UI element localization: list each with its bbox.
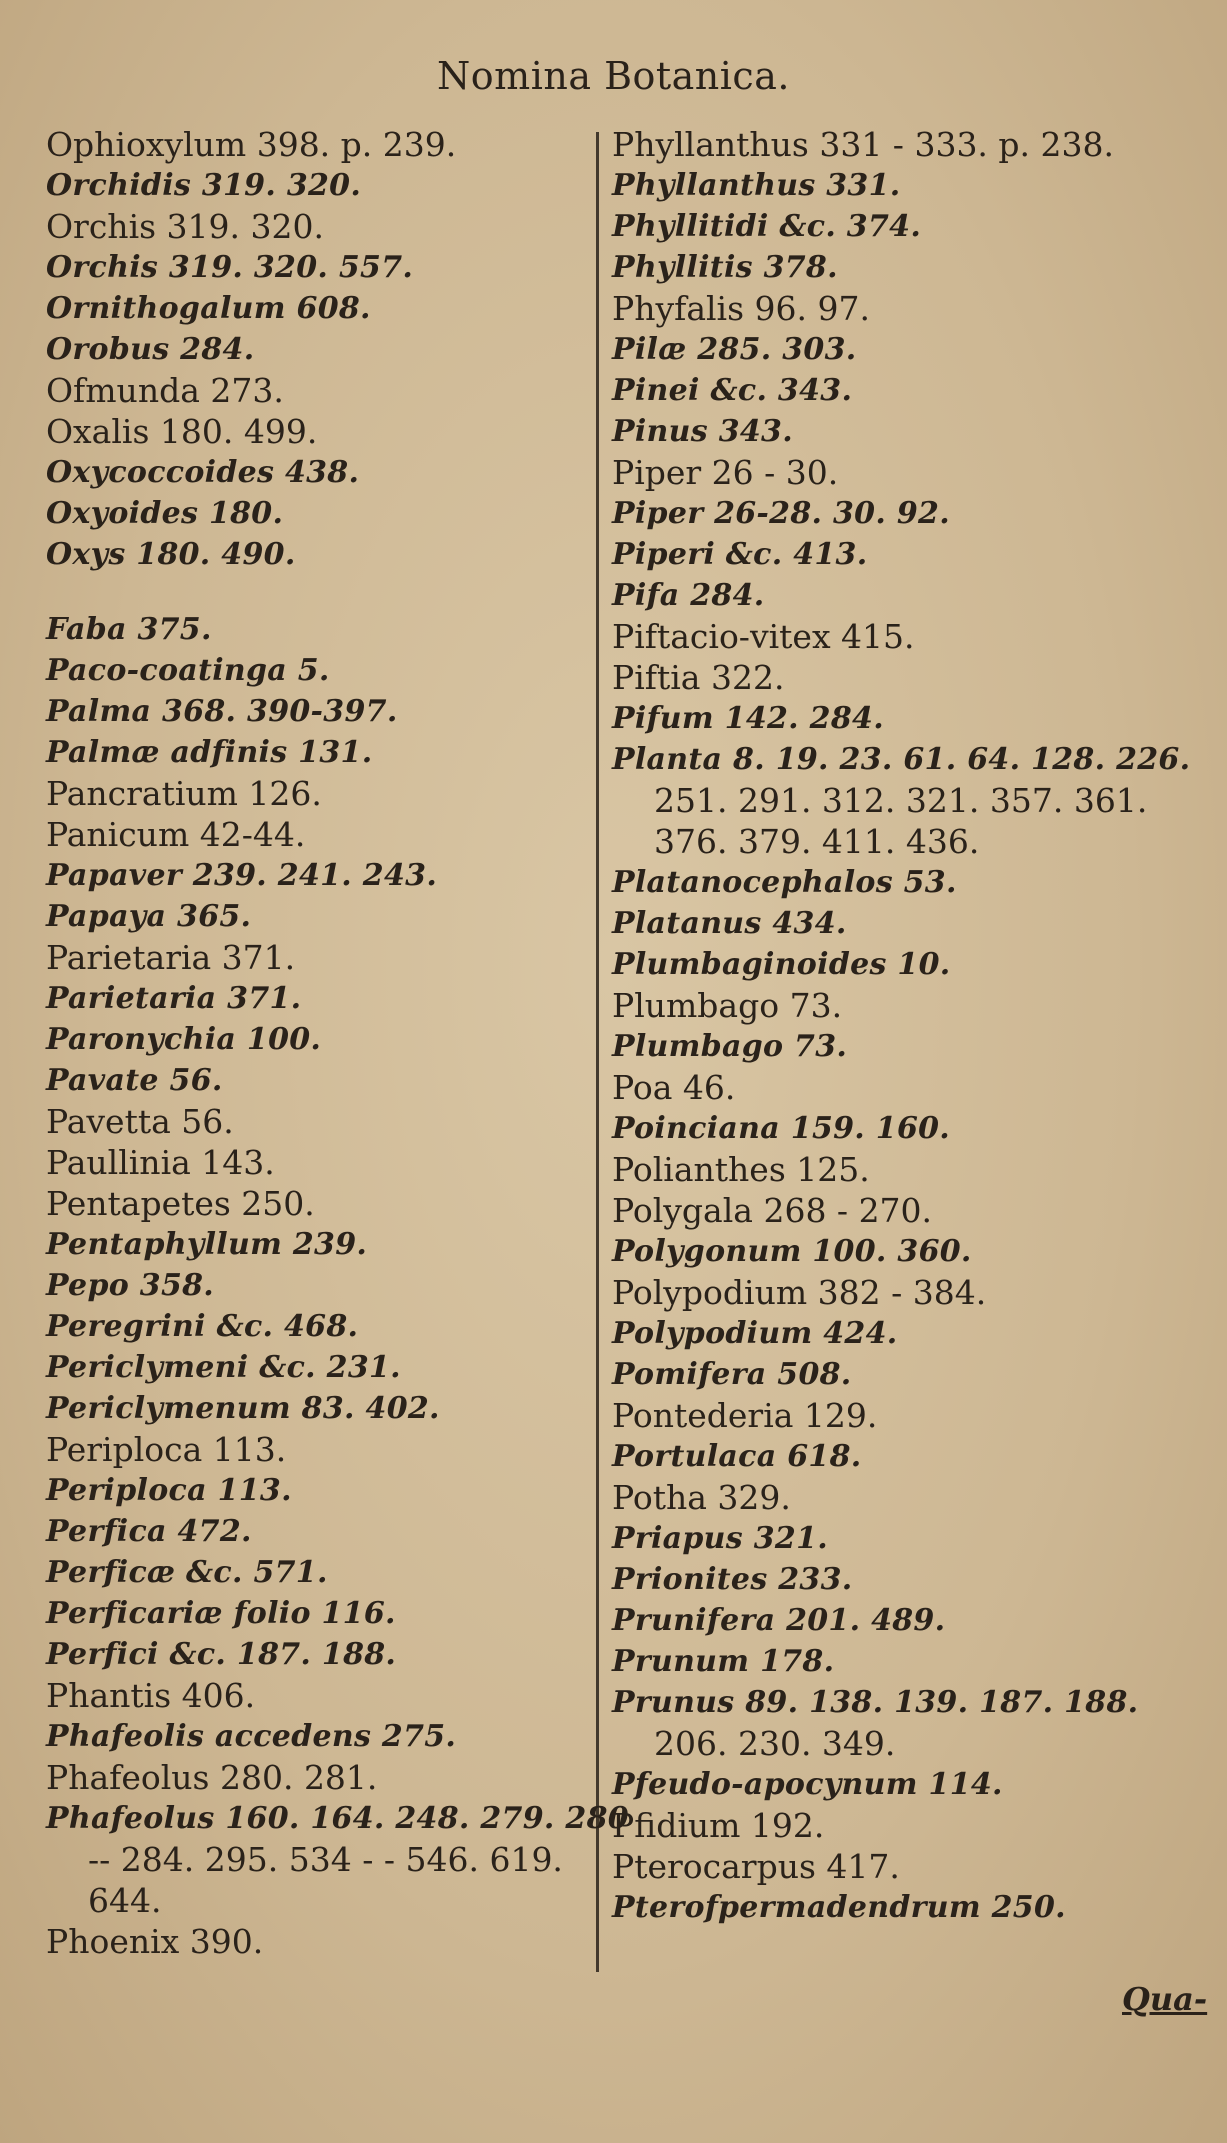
left-column	[46, 124, 629, 1962]
index-entry: Orobus 284.	[46, 332, 255, 367]
index-entry: Pinus 343.	[612, 414, 793, 449]
index-entry: Polianthes 125.	[612, 1150, 870, 1189]
index-entry: Piftia 322.	[612, 658, 785, 697]
index-entry: Ornithogalum 608.	[46, 291, 371, 326]
index-entry: Perfica 472.	[46, 1514, 252, 1549]
index-entry: Pentaphyllum 239.	[46, 1227, 368, 1262]
index-entry: Palmæ adfinis 131.	[46, 735, 373, 770]
index-entry: Phyllitis 378.	[612, 250, 838, 285]
index-entry: Oxyoides 180.	[46, 496, 284, 531]
index-entry: Platanocephalos 53.	[612, 865, 957, 900]
index-entry: -- 284. 295. 534 - - 546. 619.	[88, 1840, 563, 1879]
index-entry: Pilæ 285. 303.	[612, 332, 857, 367]
index-entry: Ophioxylum 398. p. 239.	[46, 125, 457, 164]
index-entry: 376. 379. 411. 436.	[654, 822, 980, 861]
index-entry: Orchis 319. 320. 557.	[46, 250, 414, 285]
index-entry: Prunifera 201. 489.	[612, 1603, 946, 1638]
index-entry: Phafeolus 280. 281.	[46, 1758, 378, 1797]
index-entry: Plumbago 73.	[612, 1029, 848, 1064]
index-entry: Pepo 358.	[46, 1268, 215, 1303]
index-entry: Plumbago 73.	[612, 986, 843, 1025]
index-entry: Phyfalis 96. 97.	[612, 289, 870, 328]
index-entry: Polygala 268 - 270.	[612, 1191, 933, 1230]
index-entry: Phafeolus 160. 164. 248. 279. 280	[46, 1801, 629, 1836]
index-entry: Piper 26 - 30.	[612, 453, 839, 492]
index-entry: Polygonum 100. 360.	[612, 1234, 972, 1269]
index-entry: Planta 8. 19. 23. 61. 64. 128. 226.	[612, 742, 1191, 777]
index-entry: Priapus 321.	[612, 1521, 828, 1556]
index-entry: Phyllanthus 331.	[612, 168, 901, 203]
index-entry: Phyllanthus 331 - 333. p. 238.	[612, 125, 1114, 164]
index-entry: Pancratium 126.	[46, 774, 322, 813]
index-entry: Faba 375.	[46, 612, 212, 647]
index-entry: Pavetta 56.	[46, 1102, 234, 1141]
index-entry: Papaver 239. 241. 243.	[46, 858, 438, 893]
index-entry: Phafeolis accedens 275.	[46, 1719, 457, 1754]
index-entry: Poinciana 159. 160.	[612, 1111, 951, 1146]
index-entry: Prunus 89. 138. 139. 187. 188.	[612, 1685, 1139, 1720]
index-entry: Potha 329.	[612, 1478, 791, 1517]
index-entry: Pontederia 129.	[612, 1396, 878, 1435]
index-entry: Paullinia 143.	[46, 1143, 275, 1182]
index-entry: Panicum 42-44.	[46, 815, 306, 854]
index-entry: Pifum 142. 284.	[612, 701, 884, 736]
index-entry: Pfidium 192.	[612, 1806, 825, 1845]
index-entry: Pterocarpus 417.	[612, 1847, 900, 1886]
index-entry: Pomifera 508.	[612, 1357, 852, 1392]
index-entry: Paronychia 100.	[46, 1022, 322, 1057]
index-entry: Plumbaginoides 10.	[612, 947, 951, 982]
index-entry: Papaya 365.	[46, 899, 252, 934]
index-entry: Orchis 319. 320.	[46, 207, 324, 246]
index-entry: 206. 230. 349.	[654, 1724, 896, 1763]
index-entry: Orchidis 319. 320.	[46, 168, 362, 203]
index-entry: Parietaria 371.	[46, 981, 302, 1016]
index-entry: Oxys 180. 490.	[46, 537, 296, 572]
index-entry: Ofmunda 273.	[46, 371, 284, 410]
index-entry: Paco-coatinga 5.	[46, 653, 330, 688]
right-column	[612, 124, 1191, 1928]
index-entry: Piperi &c. 413.	[612, 537, 868, 572]
index-entry: Pifa 284.	[612, 578, 765, 613]
index-entry: Perficariæ folio 116.	[46, 1596, 396, 1631]
index-entry: Platanus 434.	[612, 906, 847, 941]
index-entry: 644.	[88, 1881, 162, 1920]
index-entry: Oxycoccoides 438.	[46, 455, 360, 490]
index-entry: Poa 46.	[612, 1068, 736, 1107]
index-entry: Piftacio-vitex 415.	[612, 617, 915, 656]
index-entry: Periclymenum 83. 402.	[46, 1391, 440, 1426]
index-entry: Phantis 406.	[46, 1676, 256, 1715]
index-entry: Piper 26-28. 30. 92.	[612, 496, 950, 531]
index-entry: Phoenix 390.	[46, 1922, 264, 1961]
index-entry: Periploca 113.	[46, 1430, 287, 1469]
index-entry: Parietaria 371.	[46, 938, 296, 977]
index-entry: Polypodium 424.	[612, 1316, 898, 1351]
index-entry: Polypodium 382 - 384.	[612, 1273, 987, 1312]
index-entry: Prunum 178.	[612, 1644, 835, 1679]
page-title: Nomina Botanica.	[437, 54, 790, 98]
index-entry: Pinei &c. 343.	[612, 373, 853, 408]
index-entry: Phyllitidi &c. 374.	[612, 209, 922, 244]
index-entry: Periclymeni &c. 231.	[46, 1350, 401, 1385]
index-entry: Prionites 233.	[612, 1562, 853, 1597]
index-entry: 251. 291. 312. 321. 357. 361.	[654, 781, 1148, 820]
index-entry: Pavate 56.	[46, 1063, 223, 1098]
index-entry: Pentapetes 250.	[46, 1184, 315, 1223]
catchword: Qua-	[1122, 1980, 1208, 2018]
index-entry: Pfeudo-apocynum 114.	[612, 1767, 1003, 1802]
index-entry: Peregrini &c. 468.	[46, 1309, 359, 1344]
index-entry: Perficæ &c. 571.	[46, 1555, 328, 1590]
index-entry: Portulaca 618.	[612, 1439, 862, 1474]
index-entry: Periploca 113.	[46, 1473, 292, 1508]
index-entry: Palma 368. 390-397.	[46, 694, 398, 729]
index-entry: Oxalis 180. 499.	[46, 412, 318, 451]
index-entry: Perfici &c. 187. 188.	[46, 1637, 397, 1672]
index-entry: Pterofpermadendrum 250.	[612, 1890, 1066, 1925]
